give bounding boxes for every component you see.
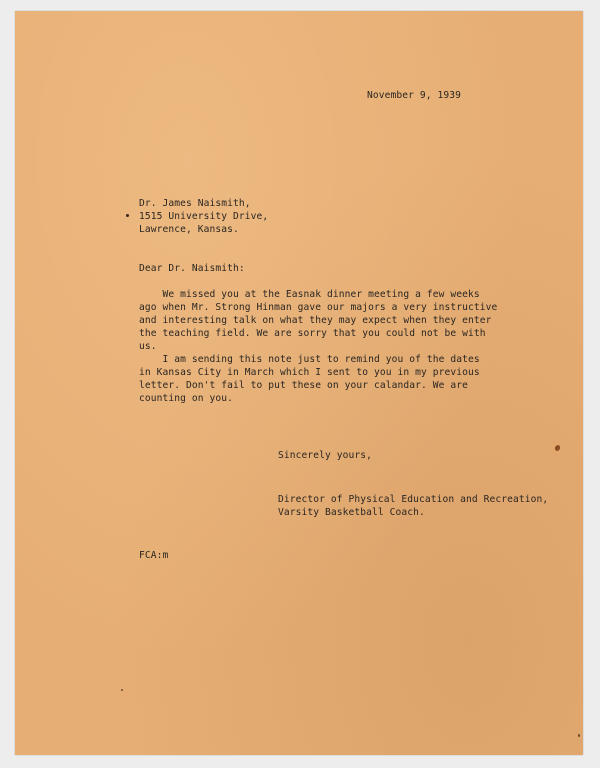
address-line: Lawrence, Kansas. (139, 224, 239, 235)
letter-date: November 9, 1939 (367, 90, 462, 101)
paragraph-line: I am sending this note just to remind you of the dates (139, 354, 480, 365)
recipient-address (139, 197, 268, 236)
body-paragraph-1 (139, 288, 497, 353)
paragraph-line: the teaching field. We are sorry that you could not be with (139, 328, 486, 339)
paragraph-line: ago when Mr. Strong Hinman gave our majors a very instructive (139, 302, 498, 313)
salutation: Dear Dr. Naismith: (139, 263, 245, 274)
paragraph-line: and interesting talk on what they may expect when they enter (139, 315, 492, 326)
paragraph-line: us. (139, 341, 157, 352)
body-paragraph-2 (139, 353, 480, 405)
paragraph-line: letter. Don't fail to put these on your calandar. We are (139, 380, 469, 391)
stain-mark (554, 444, 561, 452)
paragraph-line: counting on you. (139, 393, 234, 404)
ink-dot (121, 689, 123, 691)
ink-dot (126, 214, 129, 217)
closing: Sincerely yours, (278, 450, 373, 461)
signature-line: Varsity Basketball Coach. (278, 507, 425, 518)
typist-initials: FCA:m (139, 550, 169, 561)
paragraph-line: in Kansas City in March which I sent to you in my previous (139, 367, 480, 378)
ink-dot (578, 734, 580, 737)
signature-block (278, 493, 548, 519)
paragraph-line: We missed you at the Easnak dinner meeting a few weeks (139, 289, 480, 300)
address-line: 1515 University Drive, (139, 211, 269, 222)
signature-line: Director of Physical Education and Recreation, (278, 494, 549, 505)
address-line: Dr. James Naismith, (139, 198, 251, 209)
letter-page (15, 11, 583, 755)
